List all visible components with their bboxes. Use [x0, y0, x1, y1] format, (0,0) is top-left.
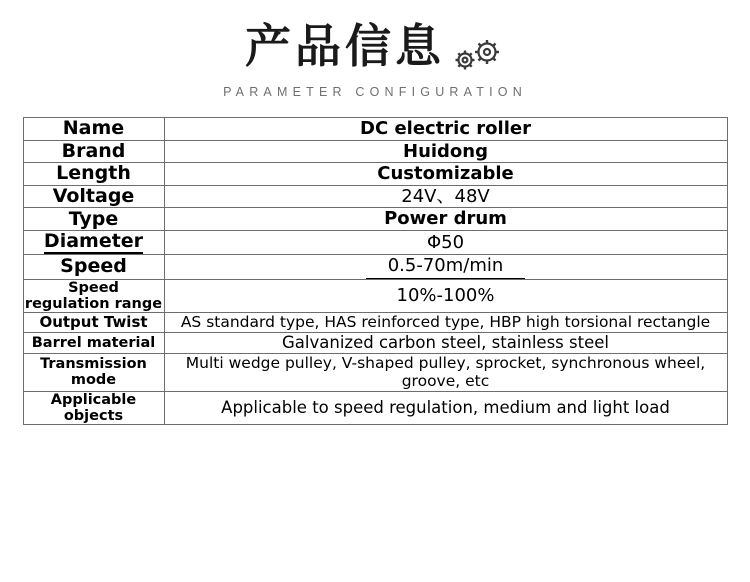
- row-label-text: Diameter: [44, 231, 143, 254]
- table-row: [23, 353, 727, 391]
- row-label-diameter: [23, 230, 164, 254]
- table-row: [23, 230, 727, 254]
- row-label: Speed regulation range: [24, 279, 163, 313]
- table-row: [23, 391, 727, 424]
- gears-icon: [451, 36, 505, 76]
- page-title: 产品信息: [245, 19, 445, 73]
- row-label: Name: [23, 118, 164, 141]
- title-row: [245, 19, 505, 76]
- row-value: AS standard type, HAS reinforced type, HBP high torsional rectangle: [164, 313, 727, 333]
- row-value: 24V、48V: [164, 185, 727, 208]
- row-value-speed: [164, 255, 727, 280]
- page-subtitle: PARAMETER CONFIGURATION: [223, 85, 527, 99]
- row-value: Applicable to speed regulation, medium and light load: [164, 391, 727, 424]
- row-value: Huidong: [164, 140, 727, 163]
- row-value: DC electric roller: [164, 118, 727, 141]
- row-value: Φ50: [164, 230, 727, 254]
- table-row: [23, 332, 727, 353]
- row-value: Galvanized carbon steel, stainless steel: [164, 332, 727, 353]
- table-row: [23, 313, 727, 333]
- row-value: 10%-100%: [164, 279, 727, 312]
- row-label: Length: [23, 163, 164, 186]
- row-label: Voltage: [23, 185, 164, 208]
- table-row: [23, 118, 727, 141]
- row-label: Barrel material: [23, 332, 164, 353]
- row-label: Applicable objects: [23, 391, 164, 424]
- table-row: [23, 208, 727, 231]
- table-row: [23, 255, 727, 280]
- row-label: Transmission mode: [23, 353, 164, 391]
- row-label: Brand: [23, 140, 164, 163]
- page-header: [0, 0, 750, 99]
- row-label: Output Twist: [23, 313, 164, 333]
- table-row: [23, 185, 727, 208]
- row-value-text: 0.5-70m/min: [366, 255, 526, 279]
- row-label: Type: [23, 208, 164, 231]
- table-row: [23, 163, 727, 186]
- row-value: Power drum: [164, 208, 727, 231]
- row-value: Multi wedge pulley, V-shaped pulley, sprocket, synchronous wheel, groove, etc: [164, 353, 727, 391]
- table-row: [23, 279, 727, 312]
- row-value: Customizable: [164, 163, 727, 186]
- row-label: Speed: [23, 255, 164, 280]
- spec-table: [23, 117, 728, 425]
- spec-table-wrapper: [23, 117, 728, 425]
- table-row: [23, 140, 727, 163]
